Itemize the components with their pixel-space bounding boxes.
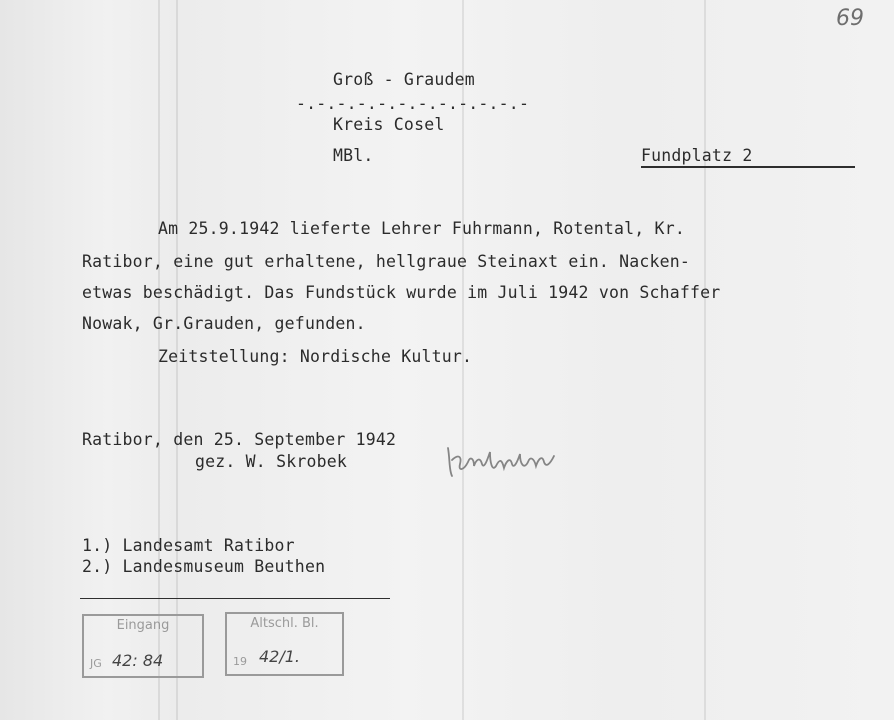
receipt-stamp — [82, 614, 204, 678]
stamp-prefix: JG — [90, 657, 102, 670]
archive-stamp — [225, 612, 344, 676]
signed-line: gez. W. Skrobek — [195, 452, 348, 471]
folio-number: 69 — [836, 6, 864, 31]
heading-site: Fundplatz 2 — [641, 146, 753, 165]
heading-separator: -.-.-.-.-.-.-.-.-.-.-.- — [296, 94, 530, 113]
body-line: Ratibor, eine gut erhaltene, hellgraue Steinaxt ein. Nacken- — [82, 252, 691, 271]
handwritten-signature — [444, 440, 558, 482]
body-line: Zeitstellung: Nordische Kultur. — [158, 347, 473, 366]
heading-district: Kreis Cosel — [333, 115, 445, 134]
body-line: etwas beschädigt. Das Fundstück wurde im Juli 1942 von Schaffer — [82, 283, 721, 302]
dateline: Ratibor, den 25. September 1942 — [82, 430, 397, 449]
stamp-handwritten-number: 42: 84 — [112, 651, 164, 670]
distribution-item: 1.) Landesamt Ratibor — [82, 536, 295, 555]
heading-map-sheet: MBl. — [333, 146, 374, 165]
stamp-header: Eingang — [116, 618, 170, 633]
body-line: Am 25.9.1942 lieferte Lehrer Fuhrmann, Rotental, Kr. — [158, 219, 685, 238]
body-line: Nowak, Gr.Grauden, gefunden. — [82, 314, 366, 333]
stamp-handwritten-number: 42/1. — [259, 647, 301, 666]
stamp-prefix: 19 — [233, 655, 247, 668]
paper-crease — [704, 0, 706, 720]
distribution-item: 2.) Landesmuseum Beuthen — [82, 557, 326, 576]
site-underline — [641, 166, 855, 168]
heading-place: Groß - Graudem — [333, 70, 475, 89]
stamp-header: Altschl. Bl. — [250, 616, 319, 631]
footer-rule — [80, 598, 390, 599]
